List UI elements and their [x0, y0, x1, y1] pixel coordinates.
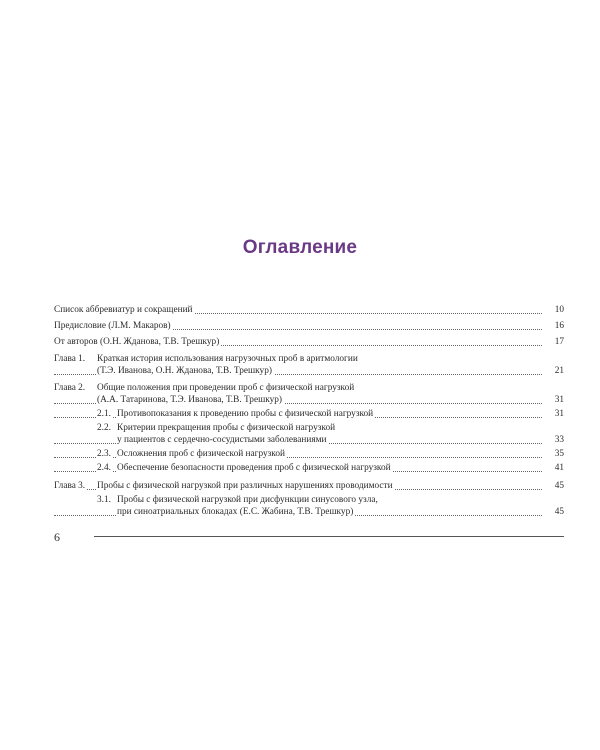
toc-entry-text: Пробы с физической нагрузкой при дисфункции синусового узла,	[117, 495, 378, 505]
toc-entry[interactable]	[54, 506, 564, 518]
page-number: 6	[54, 530, 60, 544]
toc-entry-label: 2.1.	[97, 409, 111, 419]
toc-entry-text: (А.А. Татаринова, Т.Э. Иванова, Т.В. Трешкур)	[97, 395, 283, 405]
toc-entry[interactable]	[54, 434, 564, 446]
toc-entry-text: Пробы с физической нагрузкой при различных нарушениях проводимости	[97, 481, 393, 491]
toc-entry-text: Общие положения при проведении проб с физической нагрузкой	[97, 383, 355, 393]
toc-entry-page: 41	[554, 463, 564, 473]
toc-entry-text: Список аббревиатур и сокращений	[54, 305, 193, 315]
toc-entry-page: 45	[554, 507, 564, 517]
toc-entry-text: Краткая история использования нагрузочных проб в аритмологии	[97, 354, 358, 364]
toc-entry-page: 16	[554, 321, 564, 331]
toc-entry[interactable]	[54, 365, 564, 377]
toc-entry-label: 3.1.	[97, 495, 111, 505]
toc-entry-text: Критерии прекращения пробы с физической нагрузкой	[117, 423, 336, 433]
toc-entry-text: (Т.Э. Иванова, О.Н. Жданова, Т.В. Трешкур)	[97, 366, 272, 376]
toc-entry[interactable]	[54, 408, 564, 420]
toc-entry[interactable]	[54, 480, 564, 492]
toc-entry-page: 31	[554, 409, 564, 419]
toc-entry[interactable]	[54, 422, 564, 434]
toc-entry-text: Предисловие (Л.М. Макаров)	[54, 321, 171, 331]
toc-entry-page: 21	[554, 366, 564, 376]
toc-entry-label: Глава 3.	[54, 481, 86, 491]
toc-entry-label: 2.2.	[97, 423, 111, 433]
footer-rule	[94, 536, 564, 537]
toc-entry[interactable]	[54, 320, 564, 332]
toc-entry-page: 45	[554, 481, 564, 491]
toc-entry-text: Обеспечение безопасности проведения проб с физической нагрузкой	[117, 463, 391, 473]
page-title: Оглавление	[242, 237, 358, 258]
toc-entry[interactable]	[54, 336, 564, 348]
toc-entry-text: От авторов (О.Н. Жданова, Т.В. Трешкур)	[54, 337, 220, 347]
toc-entry-text: Противопоказания к проведению пробы с физической нагрузкой	[117, 409, 374, 419]
toc-entry-label: Глава 1.	[54, 354, 86, 364]
toc-entry[interactable]	[54, 448, 564, 460]
toc-chapter-heading[interactable]	[54, 382, 564, 394]
toc-entry-text: Осложнения проб с физической нагрузкой	[117, 449, 285, 459]
toc-entry-page: 35	[554, 449, 564, 459]
toc-entry-text: при синоатриальных блокадах (Е.С. Жабина, Т.В. Трешкур)	[117, 507, 354, 517]
toc-chapter-heading[interactable]	[54, 353, 564, 365]
toc-entry-label: Глава 2.	[54, 383, 86, 393]
toc-entry-label: 2.4.	[97, 463, 111, 473]
toc-entry[interactable]	[54, 462, 564, 474]
toc-entry-page: 31	[554, 395, 564, 405]
toc-entry-text: у пациентов с сердечно-сосудистыми заболеваниями	[117, 435, 327, 445]
toc-entry-page: 10	[554, 305, 564, 315]
toc-entry[interactable]	[54, 304, 564, 316]
toc-entry[interactable]	[54, 494, 564, 506]
toc-entry-page: 17	[554, 337, 564, 347]
toc-entry-label: 2.3.	[97, 449, 111, 459]
toc-entry-page: 33	[554, 435, 564, 445]
toc-entry[interactable]	[54, 394, 564, 406]
